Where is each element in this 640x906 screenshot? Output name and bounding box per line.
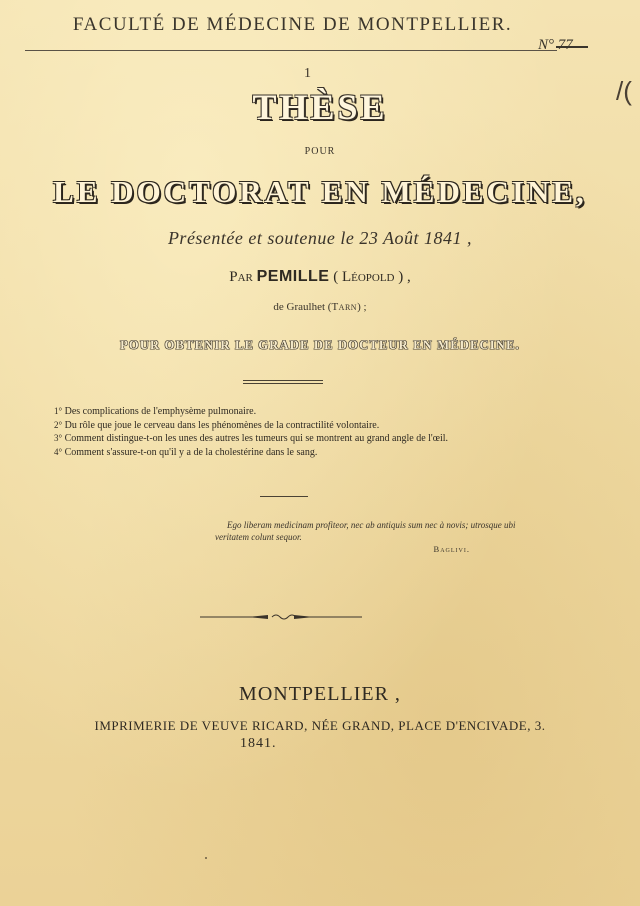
- par-label: Par: [229, 269, 253, 285]
- ornament-rule: [200, 612, 362, 622]
- printer-line: IMPRIMERIE DE VEUVE RICARD, NÉE GRAND, PLACE D'ENCIVADE, 3.: [94, 718, 546, 733]
- degree-purpose: POUR OBTENIR LE GRADE DE DOCTEUR EN MÉDECINE.: [120, 338, 520, 352]
- divider-rule-top: [243, 380, 323, 381]
- question-item: [42, 432, 522, 446]
- origin-prefix: de Graulhet (: [273, 301, 332, 313]
- imprint-city: MONTPELLIER ,: [239, 683, 401, 705]
- epigraph: Ego liberam medicinam profiteor, nec ab antiquis sum nec à novis; utrosque ubi veritatem colunt sequor.: [215, 520, 516, 542]
- author-origin: [0, 301, 640, 313]
- question-text: Comment s'assure-t-on qu'il y a de la cholestérine dans le sang.: [64, 446, 318, 458]
- question-number: 3°: [54, 433, 63, 443]
- question-text: Comment distingue-t-on les unes des autres les tumeurs qui se montrent au grand angle de l'œil.: [64, 433, 448, 444]
- doctorat-title: LE DOCTORAT EN MÉDECINE,: [53, 174, 587, 209]
- author-surname: PEMILLE: [256, 268, 330, 285]
- question-item: [42, 405, 522, 419]
- pour-label: POUR: [304, 146, 336, 157]
- question-item: [42, 446, 522, 460]
- paper-speck: [205, 857, 207, 859]
- catalogue-number: N° 77: [538, 37, 573, 53]
- origin-suffix: ) ;: [357, 301, 367, 313]
- question-number: 4°: [54, 446, 63, 457]
- margin-handwritten-mark: /(: [616, 76, 632, 106]
- question-text: Des complications de l'emphysème pulmonaire.: [64, 406, 257, 417]
- small-ink-mark: 1: [304, 66, 311, 81]
- author-line: [0, 268, 640, 286]
- author-given-name: ( Léopold ) ,: [333, 269, 411, 285]
- catalogue-number-strike: [556, 46, 588, 48]
- origin-department: Tarn: [331, 301, 358, 313]
- question-number: 2°: [54, 419, 63, 430]
- question-item: [42, 419, 522, 433]
- faculty-heading: FACULTÉ DE MÉDECINE DE MONTPELLIER.: [72, 14, 513, 35]
- epigraph-author: Baglivi.: [433, 544, 470, 554]
- divider-rule-bottom: [243, 383, 323, 384]
- section-rule: [260, 496, 308, 497]
- these-title: THÈSE: [252, 87, 388, 127]
- header-rule: [25, 50, 557, 51]
- defense-date-line: Présentée et soutenue le 23 Août 1841 ,: [167, 228, 473, 248]
- thesis-questions: [42, 405, 522, 459]
- imprint-year: 1841.: [240, 736, 277, 751]
- question-text: Du rôle que joue le cerveau dans les phénomènes de la contractilité volontaire.: [64, 419, 380, 431]
- question-number: 1°: [54, 406, 63, 416]
